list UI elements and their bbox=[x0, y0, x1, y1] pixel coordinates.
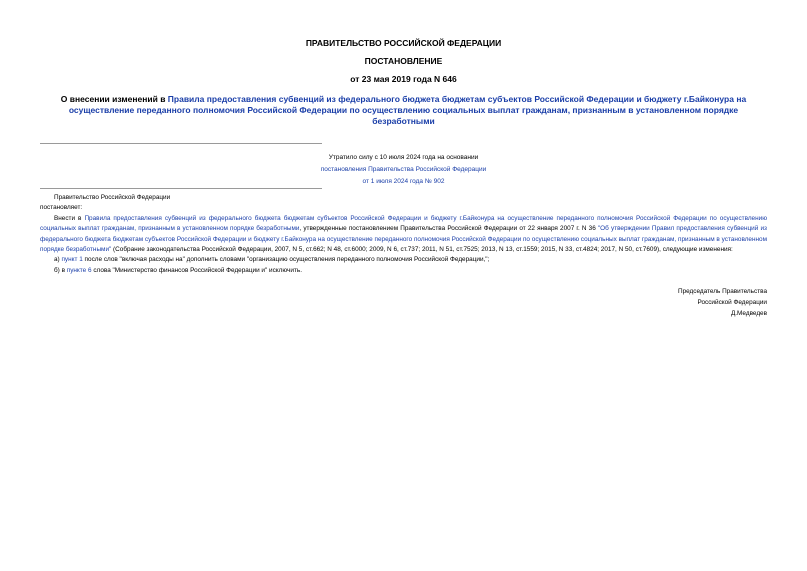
title-rules-link[interactable]: Правила предоставления субвенций из федерального бюджета бюджетам субъектов Российской Федерации и бюджету г.Байконура на осуществление переданного полномочия Российской Федерации по осуществлению социальных выплат гражданам, признанным в установленном порядке безработными bbox=[68, 94, 747, 126]
document-body bbox=[40, 193, 767, 276]
repeal-note-line1: Утратило силу с 10 июля 2024 года на основании bbox=[328, 154, 479, 161]
bottom-divider bbox=[40, 188, 322, 189]
repeal-note bbox=[240, 152, 567, 188]
signature-name: Д.Медведев bbox=[730, 310, 767, 317]
item-b-suffix: слова "Министерство финансов Российской Федерации и" исключить. bbox=[91, 266, 302, 274]
signature-position: Председатель Правительства bbox=[678, 288, 767, 295]
signature-block bbox=[678, 286, 767, 319]
item-a-prefix: а) bbox=[54, 256, 62, 264]
item-a-suffix: после слов "включая расходы на" дополнить словами "организацию осуществления переданного полномочия Российской Федерации,"; bbox=[82, 256, 490, 264]
amendment-suffix: (Собрание законодательства Российской Федерации, 2007, N 5, ст.662; N 48, ст.6000; 2009, N 6, ст.737; 2011, N 51, ст.7525; 2013, N 13, ст.1559; 2015, N 33, ст.4824; 2017, N 50, ст.7609), следующие изменения: bbox=[111, 246, 733, 254]
amendment-rules-link[interactable]: Правила предоставления субвенций из федерального бюджета бюджетам субъектов Российской Федерации и бюджету г.Байконура на осуществление переданного полномочия Российской Федерации по осуществлению социальных выплат гражданам, признанным в установленном порядке безработными bbox=[40, 214, 768, 233]
date-line: от 23 мая 2019 года N 646 bbox=[350, 74, 457, 84]
amendment-prefix: Внести в bbox=[54, 214, 85, 222]
item-a-link[interactable]: пункт 1 bbox=[61, 256, 83, 264]
org-heading: ПРАВИТЕЛЬСТВО РОССИЙСКОЙ ФЕДЕРАЦИИ bbox=[305, 38, 502, 48]
amendment-mid: , утвержденные постановлением Правительства Российской Федерации от 22 января 2007 г. N 36 bbox=[299, 225, 598, 233]
document-title bbox=[40, 94, 767, 127]
signature-body: Российской Федерации bbox=[697, 299, 767, 306]
body-paragraph-decree: постановляет: bbox=[40, 204, 83, 212]
body-item-a bbox=[40, 255, 767, 265]
amendment-decree-link[interactable]: "Об утверждении Правил предоставления субвенций из федерального бюджета бюджетам субъектов Российской Федерации и бюджету г.Байконура на осуществление переданного полномочия Российской Федерации по осуществлению социальных выплат гражданам, признанным в установленном порядке безработными" bbox=[40, 225, 767, 254]
repeal-note-link[interactable]: постановления Правительства Российской Федерации bbox=[320, 166, 487, 173]
top-divider bbox=[40, 143, 322, 144]
body-paragraph-government: Правительство Российской Федерации bbox=[54, 194, 171, 201]
item-b-link[interactable]: пункте 6 bbox=[66, 266, 92, 274]
doc-type-heading: ПОСТАНОВЛЕНИЕ bbox=[364, 56, 443, 66]
item-b-prefix: б) в bbox=[54, 266, 67, 274]
body-item-b bbox=[40, 266, 767, 276]
repeal-note-link-date[interactable]: от 1 июля 2024 года № 902 bbox=[362, 178, 445, 185]
title-prefix: О внесении изменений в bbox=[60, 94, 168, 104]
body-paragraph-amendment bbox=[40, 214, 767, 256]
